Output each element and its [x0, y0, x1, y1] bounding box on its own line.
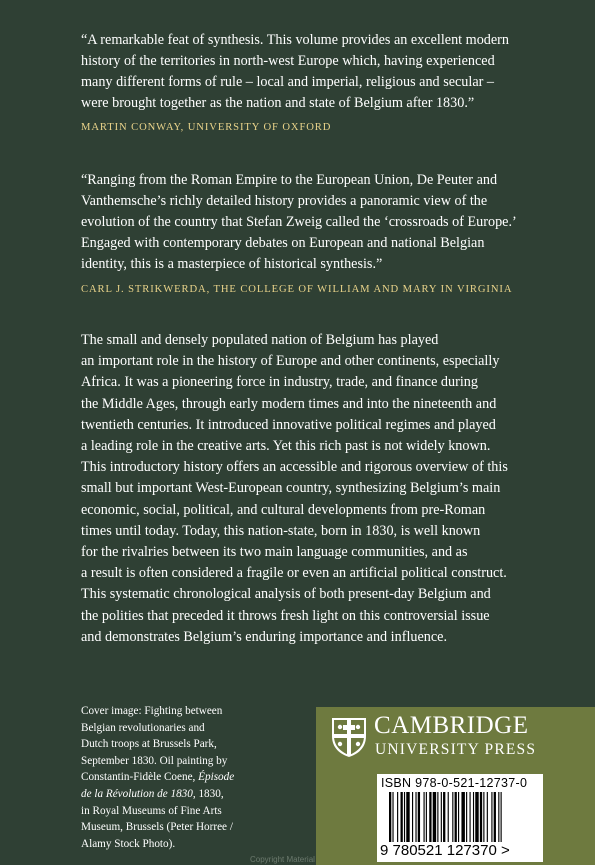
barcode-bar: [455, 792, 457, 842]
book-description: The small and densely populated nation of Belgium has played an important role in the history of Europe and other continents, especially Africa. It was a pioneering force in industry, trade, and finance during the Middle Ages, through early modern times and into the nineteenth and twentieth centuries. It introduced innovative political regimes and played a leading role in the creative arts. Yet this rich past is not widely known. This introductory history offers an accessible and rigorous overview of this small but important West-European country, synthesizing Belgium’s main economic, social, political, and cultural developments from pre-Roman times until today. Today, this nation-state, born in 1830, is well known for the rivalries between its two main language communities, and as a result is often considered a fragile or even an artificial political construct. This systematic chronological analysis of both present-day Belgium and the polities that preceded it throws fresh light on this controversial issue and demonstrates Belgium’s enduring importance and influence.: [81, 332, 508, 645]
barcode-bar: [466, 792, 467, 842]
credit-line: Constantin-Fidèle Coene, Épisode: [81, 771, 235, 784]
barcode-bar: [418, 792, 420, 842]
barcode-bar: [412, 792, 413, 842]
barcode-bar: [494, 792, 496, 842]
cover-image-credit: [81, 703, 281, 852]
barcode-bar: [426, 792, 427, 842]
barcode-bar: [401, 792, 403, 842]
barcode-bar: [424, 792, 425, 842]
painting-title: de la Révolution de 1830: [81, 787, 193, 800]
quote-conway: [81, 30, 551, 114]
publisher-name: CAMBRIDGE: [374, 712, 529, 739]
barcode-bar: [458, 792, 459, 842]
cambridge-crest-icon: [330, 716, 368, 758]
barcode-bar: [389, 792, 391, 842]
barcode-bar: [429, 792, 431, 842]
publisher-subtitle: UNIVERSITY PRESS: [375, 741, 537, 758]
quote-attribution: MARTIN CONWAY, UNIVERSITY OF OXFORD: [81, 122, 332, 133]
quote-text: “A remarkable feat of synthesis. This volume provides an excellent modern history of the territories in north-west Europe which, having experienced many different forms of rule – local and imperial, religious and secular – were brought together as the nation and state of Belgium after 1830.”: [81, 32, 509, 111]
barcode-bar: [483, 792, 484, 842]
barcode-bar: [475, 792, 478, 842]
copyright-watermark: Copyright Material: [250, 855, 315, 864]
barcode-bar: [406, 792, 409, 842]
barcode-bar: [441, 792, 442, 842]
barcode-bar: [452, 792, 453, 842]
barcode-bar: [397, 792, 398, 842]
painting-title: Épisode: [198, 771, 235, 784]
credit-line: September 1830. Oil painting by: [81, 754, 228, 767]
credit-line: Museum, Brussels (Peter Horree /: [81, 821, 233, 834]
barcode-bar: [501, 792, 502, 842]
publisher-panel: [316, 707, 595, 865]
barcode-bar: [448, 792, 449, 842]
barcode-bar: [443, 792, 445, 842]
barcode-bar: [498, 792, 499, 842]
barcode-bar: [473, 792, 474, 842]
barcode-bar: [491, 792, 492, 842]
quote-text: “Ranging from the Roman Empire to the European Union, De Peuter and Vanthemsche’s richly detailed history provides a panoramic view of the evolution of the country that Stefan Zweig called the ‘crossroads of Europe.’ Engaged with contemporary debates on European and national Belgian identity, this is a masterpiece of historical synthesis.”: [81, 172, 517, 272]
barcode-bar: [480, 792, 482, 842]
quote-strikwerda: [81, 170, 551, 275]
credit-line: de la Révolution de 1830, 1830,: [81, 787, 224, 800]
barcode-bar: [404, 792, 405, 842]
barcode-bar: [461, 792, 464, 842]
barcode-bar: [470, 792, 471, 842]
isbn-barcode: ISBN 978-0-521-12737-0 9 780521 127370 >: [377, 774, 543, 862]
credit-line: Dutch troops at Brussels Park,: [81, 738, 217, 751]
barcode-bar: [437, 792, 438, 842]
credit-line: Cover image: Fighting between: [81, 705, 223, 717]
quote-attribution: CARL J. STRIKWERDA, THE COLLEGE OF WILLIAM AND MARY IN VIRGINIA: [81, 284, 513, 295]
barcode-bar: [433, 792, 436, 842]
credit-line: in Royal Museums of Fine Arts: [81, 804, 222, 817]
isbn-label: ISBN 978-0-521-12737-0: [381, 776, 528, 790]
credit-line: Belgian revolutionaries and: [81, 721, 205, 734]
barcode-bar: [487, 792, 488, 842]
barcode-bar: [392, 792, 393, 842]
barcode-bars: [377, 792, 543, 842]
barcode-bar: [415, 792, 416, 842]
credit-line: Alamy Stock Photo).: [81, 837, 176, 850]
